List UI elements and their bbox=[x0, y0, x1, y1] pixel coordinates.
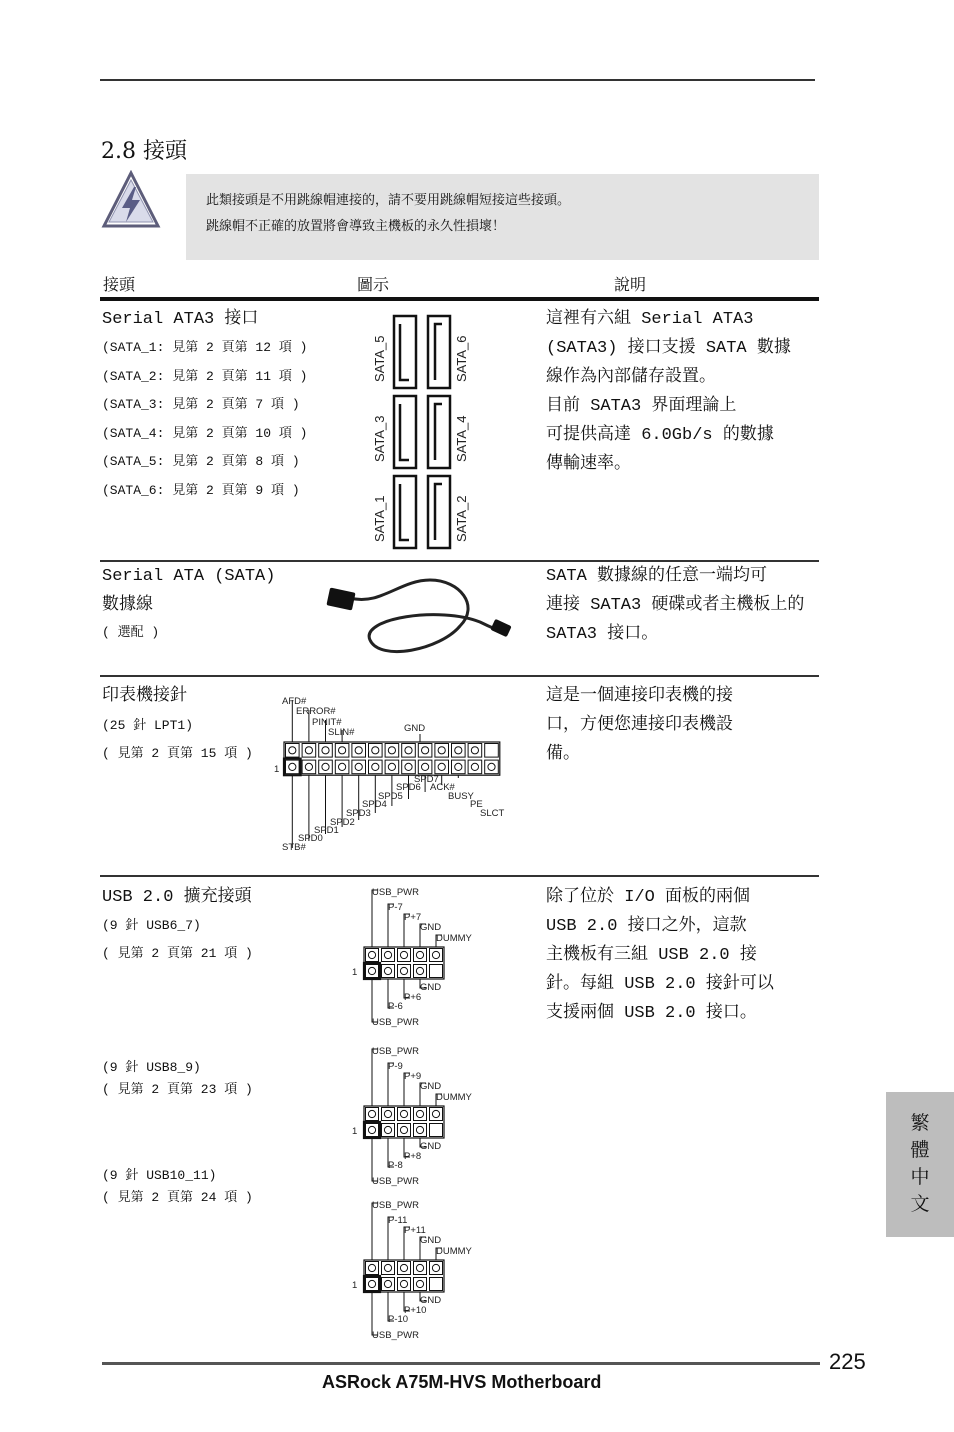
lpt-pin-cell bbox=[335, 760, 349, 774]
usb-pin-cell bbox=[382, 949, 395, 962]
column-header-header: 接頭 bbox=[103, 275, 136, 294]
lpt-pin bbox=[471, 747, 478, 754]
sata3-ref-6: (SATA_6: 見第 2 頁第 9 項 ) bbox=[102, 482, 300, 498]
lpt-pin bbox=[438, 763, 445, 770]
usb-leader bbox=[372, 1292, 378, 1335]
usb-h2-sub: (9 針 USB8_9) bbox=[102, 1060, 201, 1075]
lpt-label-ack: ACK# bbox=[430, 782, 455, 793]
lpt-pin-cell bbox=[319, 744, 333, 758]
usb-header-2-diagram bbox=[348, 1043, 488, 1189]
lpt-pin bbox=[471, 763, 478, 770]
usb-pin bbox=[416, 1126, 423, 1133]
svg-text:P-10: P-10 bbox=[388, 1314, 409, 1325]
printer-sub: (25 針 LPT1) bbox=[102, 718, 194, 733]
sata-port-6 bbox=[428, 316, 450, 388]
column-header-description: 說明 bbox=[614, 275, 647, 294]
lpt-pin1-label: 1 bbox=[274, 764, 280, 775]
lpt-label-pe: PE bbox=[470, 799, 483, 810]
sata-port-4 bbox=[428, 396, 450, 468]
sata-cable-title: Serial ATA (SATA) 數據線 bbox=[102, 567, 276, 615]
column-header-diagram: 圖示 bbox=[357, 275, 390, 294]
usb-pin bbox=[368, 1280, 375, 1287]
lpt-pin bbox=[322, 747, 329, 754]
svg-text:P+7: P+7 bbox=[404, 912, 422, 923]
side-tab-char-4: 文 bbox=[910, 1193, 930, 1215]
lpt-pin bbox=[488, 763, 495, 770]
sata-label-3: SATA_3 bbox=[372, 415, 387, 462]
language-side-tab bbox=[886, 1092, 954, 1237]
svg-text:1: 1 bbox=[352, 967, 358, 978]
svg-text:P-6: P-6 bbox=[388, 1001, 403, 1012]
sata3-title: Serial ATA3 接口 bbox=[102, 310, 259, 329]
usb-pin-cell bbox=[366, 1262, 379, 1275]
warning-icon bbox=[100, 170, 162, 232]
svg-text:P+9: P+9 bbox=[404, 1071, 422, 1082]
sata-port-1 bbox=[394, 476, 416, 548]
lpt-label-spd0: SPD0 bbox=[298, 833, 323, 844]
lpt-pin-cell bbox=[468, 760, 482, 774]
usb-pin-cell bbox=[414, 949, 427, 962]
lpt-pin-cell bbox=[402, 760, 416, 774]
lpt-pin-cell bbox=[369, 760, 383, 774]
usb-leader bbox=[372, 1138, 378, 1181]
usb-pin bbox=[368, 1264, 375, 1271]
usb-pin bbox=[400, 951, 407, 958]
svg-text:DUMMY: DUMMY bbox=[436, 1092, 472, 1103]
svg-text:GND: GND bbox=[420, 922, 442, 933]
usb-pin bbox=[368, 1110, 375, 1117]
lpt-pin bbox=[289, 763, 296, 770]
lpt-pin-cell bbox=[385, 760, 399, 774]
lpt-pin-cell bbox=[452, 760, 466, 774]
row-divider-2 bbox=[100, 675, 819, 677]
lpt-pin-cell bbox=[302, 760, 316, 774]
usb-pin-cell bbox=[398, 965, 411, 978]
lpt-pin-cell bbox=[352, 760, 366, 774]
lpt-pin-cell bbox=[369, 744, 383, 758]
lpt-pin-cell bbox=[485, 760, 499, 774]
usb-leader bbox=[372, 1203, 378, 1260]
usb-pin bbox=[384, 1126, 391, 1133]
usb-pin-cell bbox=[382, 1108, 395, 1121]
warning-line-1: 此類接頭是不用跳線帽連接的，請不要用跳線帽短接這些接頭。 bbox=[206, 193, 571, 208]
header-rule bbox=[100, 297, 819, 301]
svg-text:P+6: P+6 bbox=[404, 992, 422, 1003]
lpt-pin-cell bbox=[302, 744, 316, 758]
lpt-label-spd2: SPD2 bbox=[330, 817, 355, 828]
sata3-ref-3: (SATA_3: 見第 2 頁第 7 項 ) bbox=[102, 397, 300, 412]
usb-pin-cell bbox=[382, 1262, 395, 1275]
sata3-refs bbox=[102, 334, 307, 505]
footer-rule bbox=[102, 1362, 820, 1365]
lpt-pin1-marker bbox=[284, 759, 301, 776]
usb-leader bbox=[372, 890, 378, 947]
usb-leader bbox=[372, 979, 378, 1022]
lpt-pin-cell bbox=[319, 760, 333, 774]
usb-pin bbox=[400, 967, 407, 974]
lpt-label-spd5: SPD5 bbox=[378, 791, 403, 802]
svg-text:1: 1 bbox=[352, 1280, 358, 1291]
sata-label-6: SATA_6 bbox=[454, 335, 469, 382]
usb-pin-cell bbox=[430, 1262, 443, 1275]
usb-pin-cell bbox=[366, 1124, 379, 1137]
usb-pin-cell bbox=[414, 965, 427, 978]
lpt-label-stb: STB# bbox=[282, 842, 306, 853]
svg-text:USB_PWR: USB_PWR bbox=[372, 1330, 419, 1341]
usb-pin bbox=[432, 1110, 439, 1117]
usb-pin1-marker bbox=[364, 963, 380, 979]
usb-pin1-marker bbox=[364, 1276, 380, 1292]
usb-pin bbox=[416, 967, 423, 974]
usb-pin bbox=[416, 1280, 423, 1287]
sata-port-5 bbox=[394, 316, 416, 388]
usb-pin bbox=[432, 1264, 439, 1271]
usb-pin-cell bbox=[398, 949, 411, 962]
usb-pin bbox=[384, 1280, 391, 1287]
usb-h2-ref: ( 見第 2 頁第 23 項 ) bbox=[102, 1082, 253, 1097]
usb-pin-cell bbox=[430, 965, 443, 978]
printer-description: 這是一個連接印表機的接 口，方便您連接印表機設 備。 bbox=[546, 687, 733, 764]
usb-pin bbox=[416, 1110, 423, 1117]
svg-text:1: 1 bbox=[352, 1126, 358, 1137]
usb-pin bbox=[384, 967, 391, 974]
lpt-pin-cell bbox=[418, 744, 432, 758]
sata3-port-diagram bbox=[360, 310, 480, 550]
sata-port-3 bbox=[394, 396, 416, 468]
usb-pin bbox=[416, 951, 423, 958]
lpt-pin-cell bbox=[452, 744, 466, 758]
usb-pin bbox=[384, 1264, 391, 1271]
usb-pin bbox=[384, 1110, 391, 1117]
usb-pin-cell bbox=[366, 949, 379, 962]
lpt-label-spd6: SPD6 bbox=[396, 782, 421, 793]
svg-text:P+10: P+10 bbox=[404, 1305, 427, 1316]
lpt-label-slct: SLCT bbox=[480, 808, 505, 819]
usb-pin-cell bbox=[430, 949, 443, 962]
lpt-label-spd7: SPD7 bbox=[414, 774, 439, 785]
sata-cable-image bbox=[320, 566, 520, 666]
warning-line-2: 跳線帽不正確的放置將會導致主機板的永久性損壞！ bbox=[206, 219, 506, 234]
usb-pin-cell bbox=[382, 1278, 395, 1291]
lpt-pin bbox=[372, 747, 379, 754]
lpt-pin bbox=[438, 747, 445, 754]
usb-pin bbox=[368, 967, 375, 974]
sata3-description: 這裡有六組 Serial ATA3 (SATA3) 接口支援 SATA 數據 線作為內部儲存設置。 目前 SATA3 界面理論上 可提供高達 6.0Gb/s 的數據 傳輸速率。 bbox=[546, 310, 791, 474]
usb-header-1-diagram bbox=[348, 884, 488, 1030]
lpt-pin bbox=[305, 747, 312, 754]
lpt-pin bbox=[388, 763, 395, 770]
lpt-pin bbox=[405, 763, 412, 770]
usb-pin1-marker bbox=[364, 1122, 380, 1138]
svg-text:GND: GND bbox=[420, 1295, 442, 1306]
svg-text:USB_PWR: USB_PWR bbox=[372, 1046, 419, 1057]
svg-text:GND: GND bbox=[420, 1235, 442, 1246]
usb-pin-cell bbox=[430, 1278, 443, 1291]
usb-pin-cell bbox=[366, 965, 379, 978]
sata3-ref-1: (SATA_1: 見第 2 頁第 12 項 ) bbox=[102, 340, 308, 355]
lpt-pin bbox=[339, 763, 346, 770]
usb-pin bbox=[400, 1264, 407, 1271]
side-tab-char-3: 中 bbox=[910, 1166, 930, 1188]
lpt-pin bbox=[322, 763, 329, 770]
lpt-pin bbox=[355, 747, 362, 754]
svg-text:P-9: P-9 bbox=[388, 1061, 403, 1072]
svg-text:GND: GND bbox=[420, 1081, 442, 1092]
usb-pin-cell bbox=[366, 1278, 379, 1291]
usb-pin-cell bbox=[414, 1124, 427, 1137]
side-tab-char-1: 繁 bbox=[910, 1112, 930, 1134]
lpt-pin-cell bbox=[435, 760, 449, 774]
lpt-pin-cell bbox=[485, 744, 499, 758]
lpt-pin bbox=[405, 747, 412, 754]
lpt-pin-cell bbox=[286, 744, 300, 758]
lpt-pin-cell bbox=[335, 744, 349, 758]
usb-pin-cell bbox=[382, 1124, 395, 1137]
lpt-pin-cell bbox=[435, 744, 449, 758]
usb-pin-cell bbox=[398, 1124, 411, 1137]
lpt-pin bbox=[289, 747, 296, 754]
printer-pin-diagram bbox=[270, 690, 520, 860]
sata-label-1: SATA_1 bbox=[372, 495, 387, 542]
lpt-label-slin: SLIN# bbox=[328, 727, 355, 738]
lpt-pin bbox=[455, 763, 462, 770]
usb-pin bbox=[368, 1126, 375, 1133]
lpt-pin bbox=[455, 747, 462, 754]
usb-pin-cell bbox=[414, 1278, 427, 1291]
lpt-label-spd1: SPD1 bbox=[314, 825, 339, 836]
lpt-pin bbox=[339, 747, 346, 754]
lpt-pin-cell bbox=[385, 744, 399, 758]
usb-pin-cell bbox=[398, 1108, 411, 1121]
svg-text:USB_PWR: USB_PWR bbox=[372, 1017, 419, 1028]
usb-pin bbox=[432, 951, 439, 958]
warning-box bbox=[186, 174, 819, 260]
lpt-pin bbox=[355, 763, 362, 770]
svg-text:DUMMY: DUMMY bbox=[436, 1246, 472, 1257]
svg-text:P-7: P-7 bbox=[388, 902, 403, 913]
lpt-label-busy: BUSY bbox=[448, 791, 474, 802]
usb-pin bbox=[400, 1110, 407, 1117]
lpt-pin-cell bbox=[286, 760, 300, 774]
usb-pin bbox=[416, 1264, 423, 1271]
lpt-pin bbox=[422, 747, 429, 754]
side-tab-char-2: 體 bbox=[910, 1139, 930, 1161]
page-number: 225 bbox=[829, 1349, 866, 1374]
lpt-label-pinit: PINIT# bbox=[312, 717, 342, 728]
svg-text:P+8: P+8 bbox=[404, 1151, 422, 1162]
footer-title: ASRock A75M-HVS Motherboard bbox=[322, 1372, 602, 1392]
top-rule bbox=[100, 79, 815, 81]
lpt-label-afd: AFD# bbox=[282, 696, 307, 707]
sata-cable-note: ( 選配 ) bbox=[102, 625, 160, 640]
usb-pin-cell bbox=[398, 1262, 411, 1275]
lpt-pin bbox=[305, 763, 312, 770]
lpt-pin-cell bbox=[418, 760, 432, 774]
svg-text:USB_PWR: USB_PWR bbox=[372, 1200, 419, 1211]
sata3-ref-4: (SATA_4: 見第 2 頁第 10 項 ) bbox=[102, 425, 308, 441]
usb-pin bbox=[400, 1126, 407, 1133]
lpt-pin bbox=[372, 763, 379, 770]
row-divider-3 bbox=[100, 875, 819, 877]
usb-pin-cell bbox=[414, 1108, 427, 1121]
svg-text:USB_PWR: USB_PWR bbox=[372, 887, 419, 898]
usb-title: USB 2.0 擴充接頭 bbox=[102, 888, 252, 907]
usb-pin-cell bbox=[430, 1124, 443, 1137]
lpt-label-error: ERROR# bbox=[296, 706, 336, 717]
lpt-pin-cell bbox=[468, 744, 482, 758]
svg-text:GND: GND bbox=[420, 982, 442, 993]
usb-pin bbox=[368, 951, 375, 958]
usb-h1-sub: (9 針 USB6_7) bbox=[102, 918, 201, 933]
section-title: 2.8 接頭 bbox=[101, 139, 187, 164]
usb-pin bbox=[400, 1280, 407, 1287]
svg-text:GND: GND bbox=[420, 1141, 442, 1152]
usb-pin-cell bbox=[398, 1278, 411, 1291]
printer-ref: ( 見第 2 頁第 15 項 ) bbox=[102, 746, 253, 761]
usb-header-3-diagram bbox=[348, 1197, 488, 1343]
lpt-label-spd3: SPD3 bbox=[346, 808, 371, 819]
usb-pin bbox=[384, 951, 391, 958]
sata-cable-description: SATA 數據線的任意一端均可 連接 SATA3 硬碟或者主機板上的 SATA3 接口。 bbox=[546, 567, 805, 644]
lpt-pin-cell bbox=[352, 744, 366, 758]
lpt-pin-cell bbox=[402, 744, 416, 758]
usb-leader bbox=[372, 1049, 378, 1106]
usb-description: 除了位於 I/O 面板的兩個 USB 2.0 接口之外，這款 主機板有三組 USB 2.0 接 針。每組 USB 2.0 接針可以 支援兩個 USB 2.0 接口。 bbox=[546, 888, 774, 1023]
sata-label-5: SATA_5 bbox=[372, 335, 387, 382]
sata3-ref-5: (SATA_5: 見第 2 頁第 8 項 ) bbox=[102, 454, 300, 469]
usb-h3-sub: (9 針 USB10_11) bbox=[102, 1168, 217, 1183]
sata3-ref-2: (SATA_2: 見第 2 頁第 11 項 ) bbox=[102, 368, 308, 384]
usb-pin-cell bbox=[382, 965, 395, 978]
printer-title: 印表機接針 bbox=[102, 687, 187, 706]
svg-text:DUMMY: DUMMY bbox=[436, 933, 472, 944]
sata-label-4: SATA_4 bbox=[454, 415, 469, 462]
lpt-pin bbox=[388, 747, 395, 754]
lpt-pin bbox=[422, 763, 429, 770]
usb-h3-ref: ( 見第 2 頁第 24 項 ) bbox=[102, 1190, 253, 1205]
usb-pin-cell bbox=[414, 1262, 427, 1275]
usb-h1-ref: ( 見第 2 頁第 21 項 ) bbox=[102, 946, 253, 961]
usb-pin-cell bbox=[430, 1108, 443, 1121]
usb-pin-cell bbox=[366, 1108, 379, 1121]
svg-text:USB_PWR: USB_PWR bbox=[372, 1176, 419, 1187]
lpt-label-gnd: GND bbox=[404, 723, 426, 734]
svg-text:P-8: P-8 bbox=[388, 1160, 403, 1171]
lpt-label-spd4: SPD4 bbox=[362, 799, 387, 810]
svg-text:P-11: P-11 bbox=[388, 1215, 408, 1226]
sata-label-2: SATA_2 bbox=[454, 495, 469, 542]
sata-port-2 bbox=[428, 476, 450, 548]
svg-text:P+11: P+11 bbox=[404, 1225, 426, 1236]
